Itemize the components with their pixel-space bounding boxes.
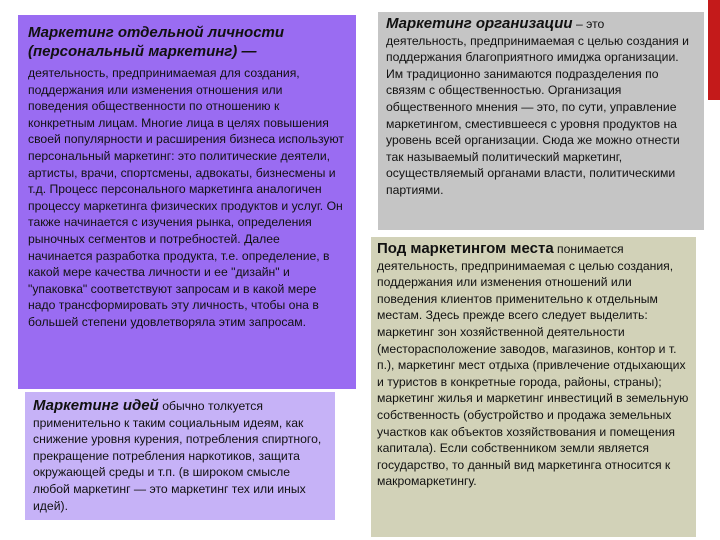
personal-marketing-text: деятельность, предпринимаемая для создания, поддержания или изменения отношения или поведения общественности по отношению к конкретным лицам. Многие лица в целях повышения своей популярности и расширения бизнеса используют персональный маркетинг: это политические деятели, артисты, врачи, спортсмены, адвокаты, бизнесмены и т.д. Процесс персонального маркетинга аналогичен процессу маркетинга физических продуктов и услуг. Он также начинается с изучения рынка, определения рыночных сегментов и потребностей. Далее начинается разработка продукта, т.е. определение, в какой мере качества личности и ее "дизайн" и "упаковка" соответствуют запросам и в какой мере надо трансформировать эту личность, чтобы она в большей степени удовлетворяла этим запросам.: [28, 66, 344, 329]
place-marketing-title: Под маркетингом места: [377, 240, 554, 257]
organization-marketing-title: Маркетинг организации: [386, 15, 573, 32]
accent-stripe: [708, 0, 720, 100]
personal-marketing-title: Маркетинг отдельной личности (персональный маркетинг) —: [28, 24, 285, 60]
place-marketing-box: [371, 237, 696, 537]
ideas-marketing-title: Маркетинг идей: [33, 397, 159, 414]
organization-marketing-paragraph: [386, 16, 696, 199]
place-marketing-lead: понимается: [553, 242, 624, 256]
ideas-marketing-paragraph: [33, 398, 327, 514]
organization-marketing-lead: – это: [572, 17, 605, 31]
ideas-marketing-text: применительно к таким социальным идеям, как снижение уровня курения, потребления спиртного, прекращение потребления наркотиков, защита окружающей среды и т.п. (в широком смысле любой маркетинг — это маркетинг тех или иных идей).: [33, 415, 322, 513]
ideas-marketing-box: [25, 392, 335, 520]
ideas-marketing-lead: обычно толкуется: [158, 399, 263, 413]
organization-marketing-text: деятельность, предпринимаемая с целью создания и поддержания благоприятного имиджа организации. Им традиционно занимаются подразделения по связям с общественностью. Организация общественного мнения — это, по сути, управление маркетингом, сместившееся с уровня продуктов на уровень всей организации. Сюда же можно отнести так называемый политический маркетинг, осуществляемый органами власти, политическими партиями.: [386, 33, 689, 197]
organization-marketing-box: [378, 12, 704, 230]
personal-marketing-box: [18, 15, 356, 389]
place-marketing-paragraph: [377, 241, 690, 490]
place-marketing-text: деятельность, предпринимаемая с целью создания, поддержания или изменения отношений или поведения клиентов применительно к отдельным местам. Здесь прежде всего следует выделить: маркетинг зон хозяйственной деятельности (месторасположение заводов, магазинов, контор и т. п.), маркетинг мест отдыха (привлечение отдыхающих и туристов в конкретные города, районы, страны); маркетинг жилья и маркетинг инвестиций в земельную собственность (обустройство и продажа земельных участков как объектов хозяйствования и помещения капитала). Если собственником земли является государство, то данный вид маркетинга относится к макромаркетингу.: [377, 258, 689, 489]
